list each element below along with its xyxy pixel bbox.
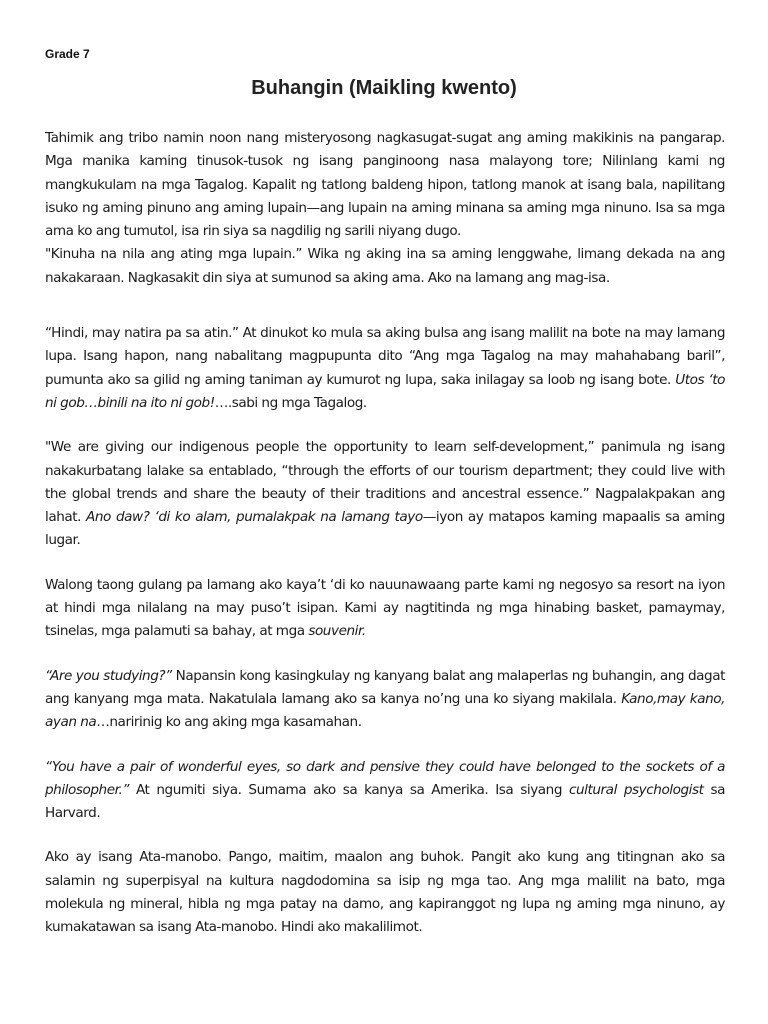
paragraph-1 [45, 127, 725, 290]
paragraph-5 [45, 665, 725, 735]
story-body [45, 127, 725, 940]
paragraph-3-text: "We are giving our indigenous people the opportunity to learn self-development,” panimula ng isang nakakurbatang lalake sa entablado, “through the efforts of our tourism department; they could live with the global trends and share the beauty of their traditions and ancestral essence.” Nagpalakpakan ang lahat. [45, 439, 725, 526]
paragraph-5-italic: Kano,may kano, ayan na [45, 690, 725, 731]
paragraph-4-text: Walong taong gulang pa lamang ako kaya’t ‘di ko nauunawaang parte kami ng negosyo sa resort na iyon at hindi mga nilalang na may puso’t isipan. Kami ay nagtitinda ng mga hinabing basket, pamaymay, tsinelas, mga palamuti sa bahay, at mga [45, 576, 725, 640]
paragraph-4-italic: souvenir. [308, 623, 366, 640]
paragraph-1-quote: "Kinuha na nila ang ating mga lupain.” Wika ng aking ina sa aming lenggwahe, limang dekada na ang nakakaraan. Nagkasakit din siya at sumunod sa aking ama. Ako na lamang ang mag-isa. [45, 246, 725, 286]
paragraph-3-italic: Ano daw? ‘di ko alam, pumalakpak na lamang tayo [86, 509, 423, 526]
paragraph-3-end: —iyon ay matapos kaming mapaalis sa aming lugar. [45, 509, 725, 549]
paragraph-5-end: …naririnig ko ang aking mga kasamahan. [96, 714, 362, 731]
story-title: Buhangin (Maikling kwento) [251, 77, 517, 99]
paragraph-2-end: ….sabi ng mga Tagalog. [214, 394, 367, 411]
paragraph-7-text: Ako ay isang Ata-manobo. Pango, maitim, maalon ang buhok. Pangit ako kung ang titingnan ako sa salamin ng superpisyal na kultura nagdodomina sa isip ng mga tao. Ang mga malilit na bato, mga molekula ng mineral, hibla ng mga patay na damo, ang kapiranggot ng lupa ng aming mga ninuno, ay kumakatawan sa isang Ata-manobo. Hindi ako makalilimot. [45, 849, 725, 936]
paragraph-6-quote: “You have a pair of wonderful eyes, so dark and pensive they could have belonged to the sockets of a philosopher.” [45, 758, 725, 798]
paragraph-2-text: “Hindi, may natira pa sa atin.” At dinukot ko mula sa aking bulsa ang isang malilit na bote na may lamang lupa. Isang hapon, nang nabalitang magpupunta dito “Ang mga Tagalog na may mahahabang baril”, pumunta ako sa gilid ng aming taniman ay kumurot ng lupa, saka inilagay sa loob ng isang bote. [45, 325, 725, 388]
paragraph-5-quote: “Are you studying?” [45, 667, 172, 684]
paragraph-7 [45, 846, 725, 939]
paragraph-5-text: Napansin kong kasingkulay ng kanyang balat ang malaperlas ng buhangin, ang dagat ang kanyang mga mata. Nakatulala lamang ako sa kanya no’ng una ko siyang makilala. [45, 667, 725, 707]
paragraph-6 [45, 756, 725, 826]
paragraph-4 [45, 574, 725, 644]
paragraph-3 [45, 436, 725, 552]
grade-label: Grade 7 [45, 47, 90, 61]
paragraph-6-text: At ngumiti siya. Sumama ako sa kanya sa Amerika. Isa siyang [128, 781, 569, 798]
paragraph-6-italic: cultural psychologist [568, 781, 704, 798]
paragraph-6-end: sa Harvard. [45, 781, 725, 822]
paragraph-2-italic: Utos ‘to ni gob…binili na ito ni gob! [45, 371, 726, 411]
paragraph-1-text: Tahimik ang tribo namin noon nang misteryosong nagkasugat-sugat ang aming makikinis na pangarap. Mga manika kaming tinusok-tusok ng isang panginoong nasa malayong tore; Nilinlang kami ng mangkukulam na mga Tagalog. Kapalit ng tatlong baldeng hipon, tatlong manok at isang bala, napilitang isuko ng aming pinuno ang aming lupain—ang lupain na aming minana sa aming mga ninuno. Isa sa mga ama ko ang tumutol, isa rin siya sa nagdilig ng sarili niyang dugo. [45, 130, 725, 240]
paragraph-2 [45, 322, 725, 415]
